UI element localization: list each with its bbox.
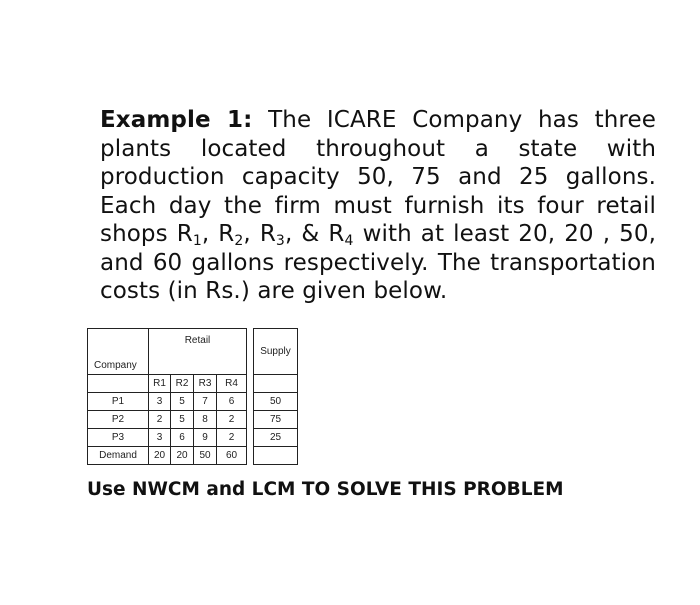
supply-cell: 50 bbox=[254, 393, 298, 411]
table-gap bbox=[247, 411, 254, 429]
cost-cell: 3 bbox=[149, 429, 171, 447]
demand-cell: 50 bbox=[194, 447, 217, 465]
instruction-text: Use NWCM and LCM TO SOLVE THIS PROBLEM bbox=[87, 479, 564, 500]
problem-text-part-2: with at least 20, 20 , 50, and 60 gallons respectively. The transportation costs (in Rs.) are given below. bbox=[100, 221, 657, 304]
demand-cell: 60 bbox=[217, 447, 247, 465]
table-gap bbox=[247, 375, 254, 393]
demand-label: Demand bbox=[88, 447, 149, 465]
table-gap bbox=[247, 329, 254, 375]
demand-supply-empty-cell bbox=[254, 447, 298, 465]
supply-cell: 75 bbox=[254, 411, 298, 429]
separator-1: , R bbox=[201, 221, 235, 247]
subheader-supply-empty-cell bbox=[254, 375, 298, 393]
column-header-r3: R3 bbox=[194, 375, 217, 393]
problem-statement bbox=[100, 106, 656, 306]
table-gap bbox=[247, 429, 254, 447]
table-header-row bbox=[88, 329, 298, 375]
separator-2: , R bbox=[243, 221, 276, 247]
cost-cell: 9 bbox=[194, 429, 217, 447]
cost-cell: 3 bbox=[149, 393, 171, 411]
supply-header: Supply bbox=[254, 329, 298, 375]
row-label: P2 bbox=[88, 411, 149, 429]
subheader-empty-cell bbox=[88, 375, 149, 393]
row-label: P3 bbox=[88, 429, 149, 447]
cost-cell: 2 bbox=[149, 411, 171, 429]
cost-cell: 8 bbox=[194, 411, 217, 429]
cost-cell: 5 bbox=[171, 393, 194, 411]
demand-cell: 20 bbox=[149, 447, 171, 465]
cost-cell: 6 bbox=[171, 429, 194, 447]
subscript-4: 4 bbox=[344, 233, 354, 249]
subscript-3: 3 bbox=[275, 233, 285, 249]
column-header-r4: R4 bbox=[217, 375, 247, 393]
cost-cell: 7 bbox=[194, 393, 217, 411]
demand-row bbox=[88, 447, 298, 465]
subscript-2: 2 bbox=[234, 233, 244, 249]
cost-cell: 6 bbox=[217, 393, 247, 411]
table-row bbox=[88, 393, 298, 411]
table-subheader-row bbox=[88, 375, 298, 393]
supply-cell: 25 bbox=[254, 429, 298, 447]
table-row bbox=[88, 429, 298, 447]
column-header-r2: R2 bbox=[171, 375, 194, 393]
table-gap bbox=[247, 393, 254, 411]
table-gap bbox=[247, 447, 254, 465]
cost-cell: 2 bbox=[217, 411, 247, 429]
cost-cell: 5 bbox=[171, 411, 194, 429]
company-header: Company bbox=[88, 329, 149, 375]
separator-3: , & R bbox=[284, 221, 345, 247]
cost-cell: 2 bbox=[217, 429, 247, 447]
row-label: P1 bbox=[88, 393, 149, 411]
column-header-r1: R1 bbox=[149, 375, 171, 393]
problem-text-part-1: The ICARE Company has three plants located throughout a state with production capacity 50, 75 and 25 gallons. Each day the firm must furnish its four retail shops R bbox=[100, 107, 656, 247]
subscript-1: 1 bbox=[192, 233, 202, 249]
table-row bbox=[88, 411, 298, 429]
transportation-cost-table bbox=[87, 328, 298, 465]
example-label: Example 1: bbox=[100, 107, 253, 133]
demand-cell: 20 bbox=[171, 447, 194, 465]
retail-header: Retail bbox=[149, 329, 247, 375]
